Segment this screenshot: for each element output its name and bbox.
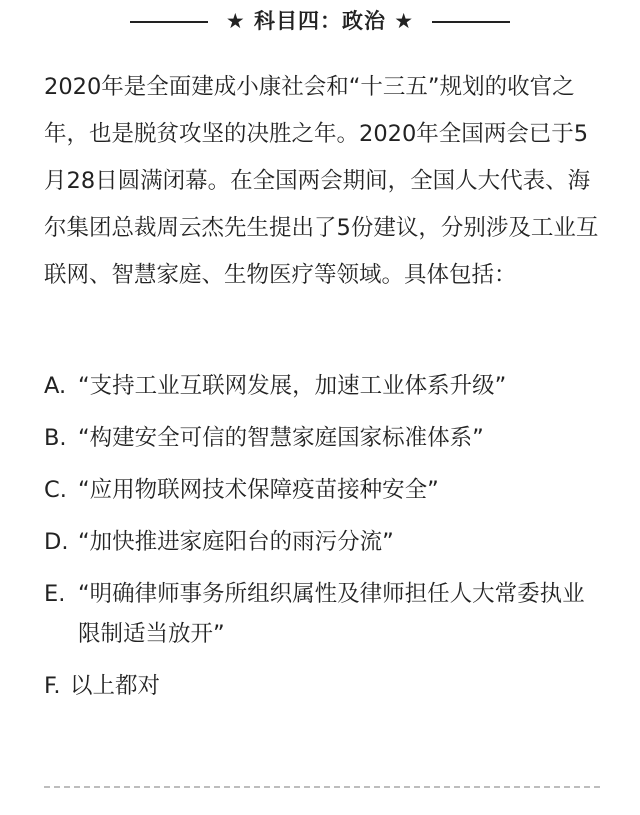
option-letter: D. [44, 529, 69, 555]
question-intro: 2020年是全面建成小康社会和“十三五”规划的收官之年，也是脱贫攻坚的决胜之年。2020年全国两会已于5月28日圆满闭幕。在全国两会期间，全国人大代表、海尔集团总裁周云杰先生提出了5份建议，分别涉及工业互联网、智慧家庭、生物医疗等领域。具体包括： [44, 74, 599, 288]
option-letter: B. [44, 425, 67, 451]
header-right-rule [432, 21, 510, 23]
header-left-rule [130, 21, 208, 23]
option-text: “加快推进家庭阳台的雨污分流” [78, 529, 394, 555]
option-letter: C. [44, 477, 67, 503]
option-letter: A. [44, 373, 67, 399]
option-e [44, 574, 604, 654]
option-a [44, 366, 604, 406]
section-header [0, 4, 640, 38]
option-d [44, 522, 604, 562]
option-text: 以上都对 [70, 673, 161, 699]
option-text: “应用物联网技术保障疫苗接种安全” [78, 477, 439, 503]
option-b [44, 418, 604, 458]
option-letter: F. [44, 673, 61, 699]
option-text: “构建安全可信的智慧家庭国家标准体系” [78, 425, 484, 451]
section-title: ★ 科目四：政治 ★ [225, 9, 415, 33]
option-text: “明确律师事务所组织属性及律师担任人大常委执业限制适当放开” [78, 581, 585, 647]
option-text: “支持工业互联网发展，加速工业体系升级” [78, 373, 507, 399]
option-letter: E. [44, 581, 66, 607]
option-f [44, 666, 604, 706]
option-c [44, 470, 604, 510]
answer-options [44, 366, 604, 718]
dashed-divider [44, 786, 600, 788]
